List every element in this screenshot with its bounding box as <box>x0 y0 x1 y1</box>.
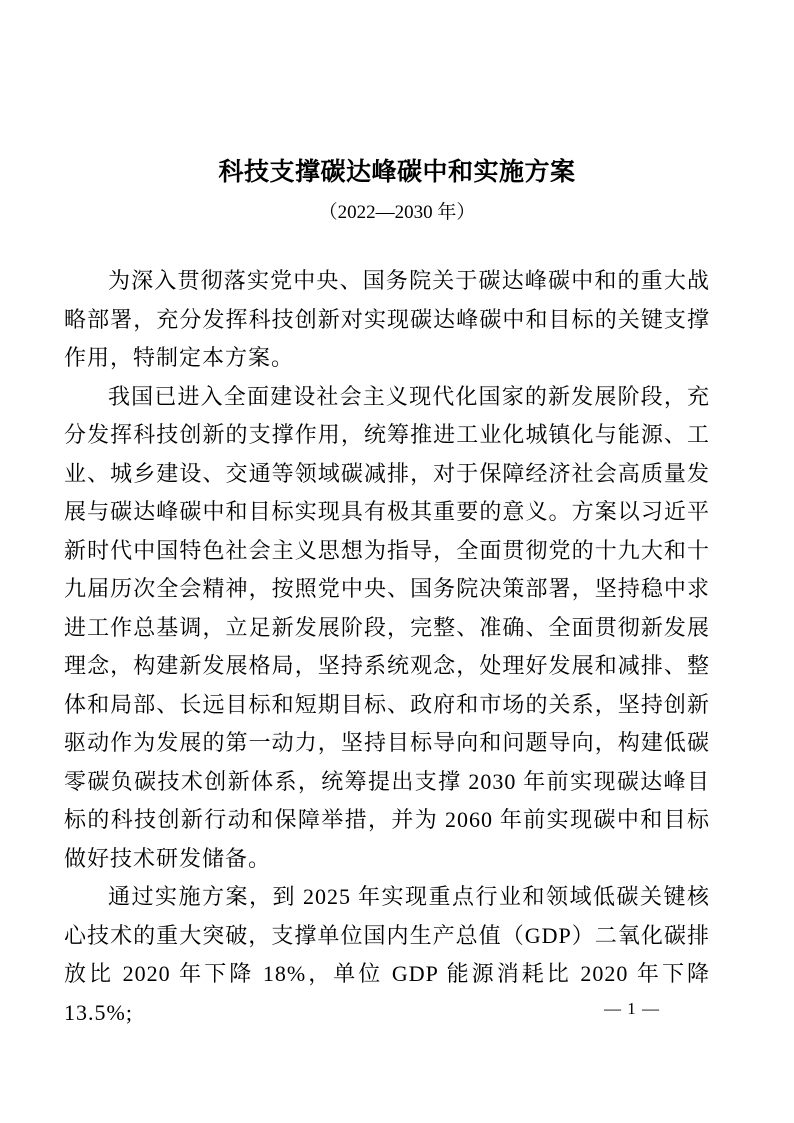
paragraph-2025-targets: 通过实施方案，到 2025 年实现重点行业和领域低碳关键核心技术的重大突破，支撑单位国内生产总值（GDP）二氧化碳排放比 2020 年下降 18%，单位 GDP 能源消耗比 2020 年下降 13.5%; <box>64 884 710 1025</box>
paragraph-guiding-principles: 我国已进入全面建设社会主义现代化国家的新发展阶段，充分发挥科技创新的支撑作用，统筹推进工业化城镇化与能源、工业、城乡建设、交通等领域碳减排，对于保障经济社会高质量发展与碳达峰碳中和目标实现具有极其重要的意义。方案以习近平新时代中国特色社会主义思想为指导，全面贯彻党的十九大和十九届历次全会精神，按照党中央、国务院决策部署，坚持稳中求进工作总基调，立足新发展阶段，完整、准确、全面贯彻新发展理念，构建新发展格局，坚持系统观念，处理好发展和减排、整体和局部、长远目标和短期目标、政府和市场的关系，坚持创新驱动作为发展的第一动力，坚持目标导向和问题导向，构建低碳零碳负碳技术创新体系，统筹提出支撑 2030 年前实现碳达峰目标的科技创新行动和保障举措，并为 2060 年前实现碳中和目标做好技术研发储备。 <box>64 383 710 871</box>
page-number: — 1 — <box>604 999 660 1018</box>
document-subtitle: （2022—2030 年） <box>318 202 476 223</box>
paragraph-intro: 为深入贯彻落实党中央、国务院关于碳达峰碳中和的重大战略部署，充分发挥科技创新对实现碳达峰碳中和目标的关键支撑作用，特制定本方案。 <box>64 268 710 370</box>
document-body <box>64 262 710 1032</box>
document-title: 科技支撑碳达峰碳中和实施方案 <box>218 159 576 186</box>
